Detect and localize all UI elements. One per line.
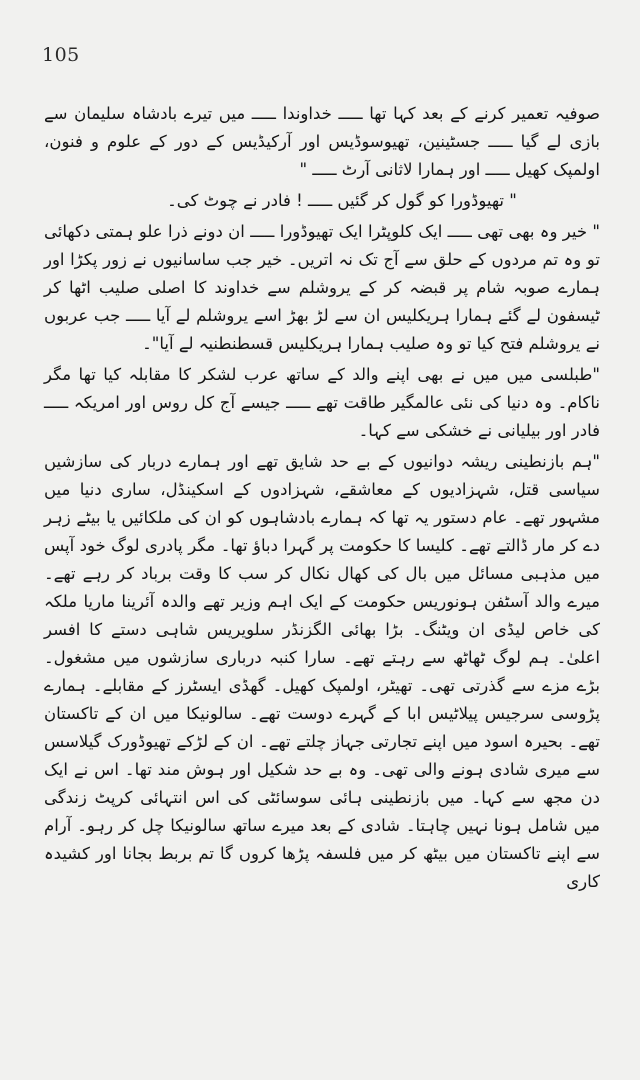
paragraph: "طبلسی میں میں نے بھی اپنے والد کے ساتھ عرب لشکر کا مقابلہ کیا تھا مگر ناکام۔ وہ دنیا کی نئی عالمگیر طاقت تھے ـــــ جیسے آج کل روس اور امریکہ ـــــ فادر اور بیلیانی نے خشکی سے کہا۔	[44, 365, 600, 440]
paragraph: " خیر وہ بھی تھی ـــــ ایک کلوپٹرا ایک تھیوڈورا ـــــ ان دونے ذرا علو ہمتی دکھائی تو وہ تم مردوں کے حلق سے آج تک نہ اتریں۔ خیر جب ساسانیوں نے زور پکڑا اور ہمارے صوبہ شام پر قبضہ کر کے یروشلم سے خداوند کا اصلی صلیب اٹھا کر ٹیسفون لے گئے ہمارا ہریکلیس ان سے لڑ بھڑ اسے یروشلم لے آیا ـــــ جب عربوں نے یروشلم فتح کیا تو وہ صلیب ہمارا ہریکلیس قسطنطنیہ لے آیا"۔	[44, 222, 600, 353]
paragraph: صوفیہ تعمیر کرنے کے بعد کہا تھا ـــــ خداوندا ـــــ میں تیرے بادشاہ سلیمان سے بازی لے گیا ـــــ جسٹینین، تھیوسوڈیس اور آرکیڈیس کے دور کے علوم و فنون، اولمپک کھیل ـــــ اور ہمارا لاثانی آرٹ ـــــ "	[44, 104, 600, 179]
page-body-text	[44, 100, 600, 899]
page-number: 105	[42, 44, 80, 66]
paragraph: " تھیوڈورا کو گول کر گئیں ـــــ ! فادر نے چوٹ کی۔	[167, 191, 517, 210]
paragraph: "ہم بازنطینی ریشہ دوانیوں کے بے حد شایق تھے اور ہمارے دربار کی سازشیں سیاسی قتل، شہزادیوں کے معاشقے، شہزادوں کے اسکینڈل، ساری دنیا میں مشہور تھے۔ عام دستور یہ تھا کہ ہمارے بادشاہوں کو ان کی ملکائیں یا بیٹے زہر دے کر مار ڈالتے تھے۔ کلیسا کا حکومت پر گہرا دباؤ تھا۔ مگر پادری لوگ خود آپس میں مذہبی مسائل میں بال کی کھال نکال کر سب کا وقت برباد کر رہے تھے۔ میرے والد آسٹفن ہونوریس حکومت کے ایک اہم وزیر تھے والدہ آئرینا ماریا ملکہ کی خاص لیڈی ان ویٹنگ۔ بڑا بھائی الگزنڈر سلویریس شاہی دستے کا افسر اعلیٰ۔ ہم لوگ ٹھاٹھ سے رہتے تھے۔ سارا کنبہ درباری سازشوں میں مشغول۔ بڑے مزے سے گذرتی تھی۔ تھیٹر، اولمپک کھیل۔ گھڈی ایسٹرز کے مقابلے۔ ہمارے پڑوسی سرجیس پیلاٹیس ابا کے گہرے دوست تھے۔ سالونیکا میں ان کے تاکستان تھے۔ بحیرہ اسود میں اپنے تجارتی جہاز چلتے تھے۔ ان کے لڑکے تھیوڈورک گیلاسس سے میری شادی ہونے والی تھی۔ وہ بے حد شکیل اور ہوش مند تھا۔ اس نے ایک دن مجھ سے کہا۔ میں بازنطینی ہائی سوسائٹی کی اس انتہائی کرپٹ زندگی میں شامل ہونا نہیں چاہتا۔ شادی کے بعد میرے ساتھ سالونیکا چل کر رہو۔ آرام سے اپنے تاکستان میں بیٹھ کر میں فلسفہ پڑھا کروں گا تم بربط بجانا اور کشیدہ کاری	[44, 452, 600, 891]
